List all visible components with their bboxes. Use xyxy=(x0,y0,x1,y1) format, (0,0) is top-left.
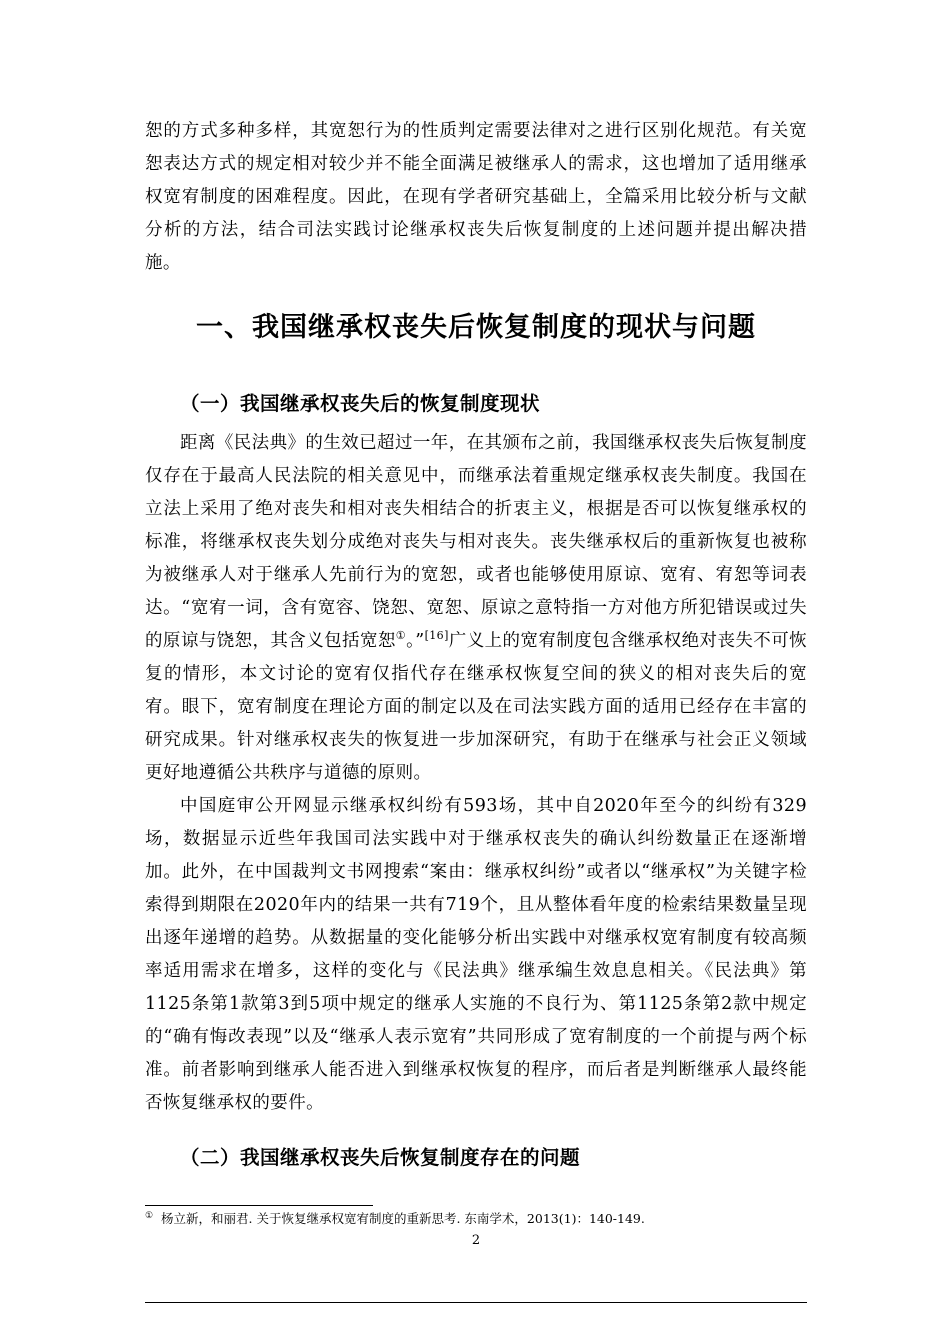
subsection-heading-1: （一）我国继承权丧失后的恢复制度现状 xyxy=(180,392,541,415)
paragraph-2: 中国庭审公开网显示继承权纠纷有593场，其中自2020年至今的纠纷有329场，数据显示近些年我国司法实践中对于继承权丧失的确认纠纷数量正在逐渐增加。此外，在中国裁判文书网搜索“案由：继承权纠纷”或者以“继承权”为关键字检索得到期限在2020年内的结果一共有719个，且从整体看年度的检索结果数量呈现出逐年递增的趋势。从数据量的变化能够分析出实践中对继承权宽宥制度有较高频率适用需求在增多，这样的变化与《民法典》继承编生效息息相关。《民法典》第1125条第1款第3到5项中规定的继承人实施的不良行为、第1125条第2款中规定的“确有悔改表现”以及“继承人表示宽宥”共同形成了宽宥制度的一个前提与两个标准。前者影响到继承人能否进入到继承权恢复的程序，而后者是判断继承人最终能否恢复继承权的要件。 xyxy=(145,796,807,1113)
citation-reference[interactable]: [16] xyxy=(424,629,449,643)
page-number: 2 xyxy=(471,1233,481,1248)
intro-paragraph-text: 恕的方式多种多样，其宽恕行为的性质判定需要法律对之进行区别化规范。有关宽恕表达方式的规定相对较少并不能全面满足被继承人的需求，这也增加了适用继承权宽宥制度的困难程度。因此，在现有学者研究基础上，全篇采用比较分析与文献分析的方法，结合司法实践讨论继承权丧失后恢复制度的上述问题并提出解决措施。 xyxy=(145,121,807,273)
footer-divider xyxy=(145,1302,807,1303)
intro-paragraph xyxy=(145,115,807,280)
section-heading: 一、我国继承权丧失后恢复制度的现状与问题 xyxy=(196,312,756,343)
footnote xyxy=(145,1210,807,1228)
footnote-marker: ① xyxy=(145,1210,154,1221)
paragraph-1-part3: 广义上的宽宥制度包含继承权绝对丧失不可恢复的情形，本文讨论的宽宥仅指代存在继承权恢复空间的狭义的相对丧失后的宽宥。眼下，宽宥制度在理论方面的制定以及在司法实践方面的适用已经存在丰富的研究成果。针对继承权丧失的恢复进一步加深研究，有助于在继承与社会正义领域更好地遵循公共秩序与道德的原则。 xyxy=(145,631,808,783)
footnote-reference[interactable]: ① xyxy=(395,629,407,643)
paragraph-1-part1: 距离《民法典》的生效已超过一年，在其颁布之前，我国继承权丧失后恢复制度仅存在于最高人民法院的相关意见中，而继承法着重规定继承权丧失制度。我国在立法上采用了绝对丧失和相对丧失相结合的折衷主义，根据是否可以恢复继承权的标准，将继承权丧失划分成绝对丧失与相对丧失。丧失继承权后的重新恢复也被称为被继承人对于继承人先前行为的宽恕，或者也能够使用原谅、宽宥、宥恕等词表达。“宽宥一词，含有宽容、饶恕、宽恕、原谅之意特指一方对他方所犯错误或过失的原谅与饶恕，其含义包括宽恕 xyxy=(145,433,807,651)
paragraph-1-part2: 。” xyxy=(406,631,425,651)
paragraph-1 xyxy=(145,427,807,790)
footnote-divider xyxy=(145,1205,373,1206)
subsection-heading-2: （二）我国继承权丧失后恢复制度存在的问题 xyxy=(180,1146,581,1169)
footnote-text: 杨立新，和丽君. 关于恢复继承权宽宥制度的重新思考. 东南学术，2013(1)：140-149. xyxy=(161,1211,645,1226)
main-body xyxy=(145,427,807,1120)
